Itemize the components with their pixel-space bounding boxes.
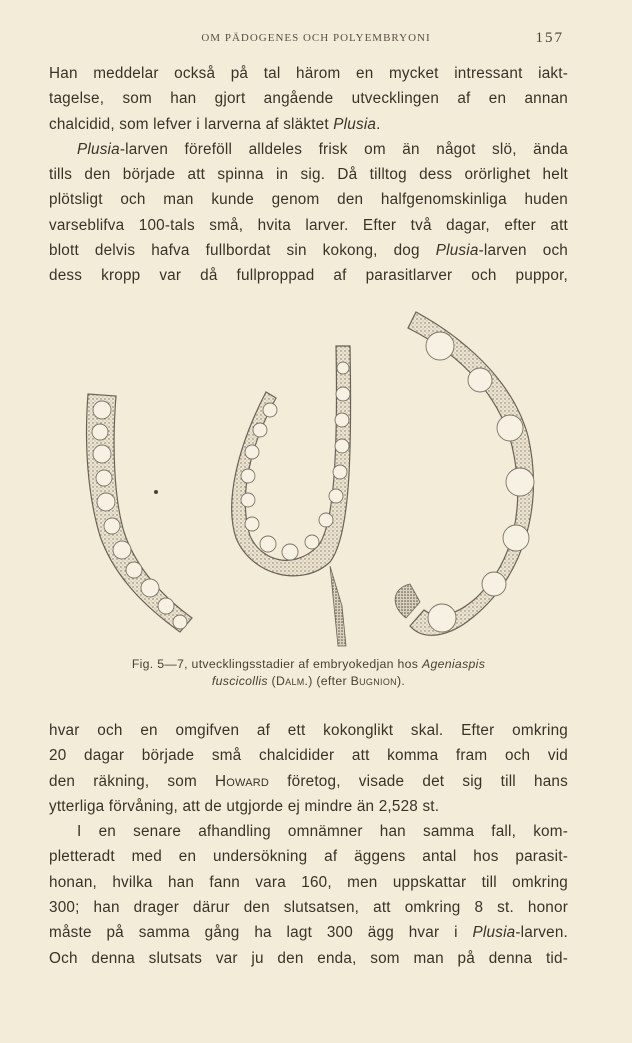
- caption-author: Dalm.: [275, 674, 309, 688]
- embryo-chain-figure: [80, 306, 550, 650]
- caption-line: fuscicollis (Dalm.) (efter Bugnion).: [211, 674, 406, 688]
- running-head: OM PÄDOGENES OCH POLYEMBRYONI: [201, 32, 431, 44]
- text-line: 20 dagar började små chalcidider att komma fram och vid: [49, 747, 568, 765]
- text-line: I en senare afhandling omnämner han samma fall, kom-: [77, 823, 568, 841]
- text-line: måste på samma gång ha lagt 300 ägg hvar i Plusia-larven.: [49, 924, 568, 942]
- text-line: den räkning, som Howard företog, visade det sig till hans: [49, 772, 568, 790]
- text-line: dess kropp var då fullproppad af parasitlarver och puppor,: [49, 267, 568, 285]
- text-line: tills den började att spinna in sig. Då tilltog dess orörlighet helt: [49, 166, 568, 184]
- text-line: hvar och en omgifven af ett kokonglikt skal. Efter omkring: [49, 722, 568, 739]
- genus-name: Plusia: [435, 242, 479, 260]
- top-paragraphs: [49, 61, 568, 289]
- text-line: honan, hvilka han fann vara 160, men uppskattar till omkring: [49, 873, 568, 891]
- bottom-paragraphs: [49, 718, 568, 971]
- genus-name: Plusia: [333, 115, 377, 133]
- text-line: plötsligt och man kunde genom den halfgenomskinliga huden: [49, 191, 568, 209]
- text-line: blott delvis hafva fullbordat sin kokong, dog Plusia-larven och: [49, 242, 568, 260]
- page-number: 157: [535, 30, 564, 46]
- author-name: Howard: [215, 772, 270, 790]
- text-line: tagelse, som han gjort angående utvecklingen af en annan: [49, 90, 568, 108]
- text-line: pletteradt med en undersökning af äggens antal hos parasit-: [49, 848, 568, 866]
- text-line: ytterliga förvåning, att de utgjorde ej mindre än 2,528 st.: [49, 797, 440, 815]
- text-line: varseblifva 100-tals små, hvita larver. Efter två dagar, efter att: [49, 216, 568, 234]
- text-line: Han meddelar också på tal härom en mycket intressant iakt-: [49, 65, 568, 82]
- fig-7-embryo-chain: [395, 312, 534, 635]
- fig-6-embryo-chain: [232, 346, 351, 646]
- figure-caption: [49, 656, 568, 690]
- embryo-chain-illustration: [80, 306, 550, 650]
- genus-name: Plusia: [77, 140, 120, 158]
- genus-name: Plusia: [472, 924, 516, 942]
- caption-line: Fig. 5—7, utvecklingsstadier af embryokedjan hos Ageniaspis: [131, 657, 486, 671]
- caption-author: Bugnion: [350, 674, 397, 688]
- caption-genus: Ageniaspis: [421, 657, 486, 671]
- text-line: Och denna slutsats var ju den enda, som man på denna tid-: [49, 949, 568, 967]
- fig-5-embryo-chain: [87, 394, 193, 632]
- text-line: 300; han drager därur den slutsatsen, att omkring 8 st. honor: [49, 899, 568, 917]
- text-line: chalcidid, som lefver i larverna af släktet Plusia.: [49, 115, 381, 133]
- text-line: Plusia-larven föreföll alldeles frisk om än något slö, ända: [77, 140, 568, 158]
- caption-species: fuscicollis: [211, 674, 268, 688]
